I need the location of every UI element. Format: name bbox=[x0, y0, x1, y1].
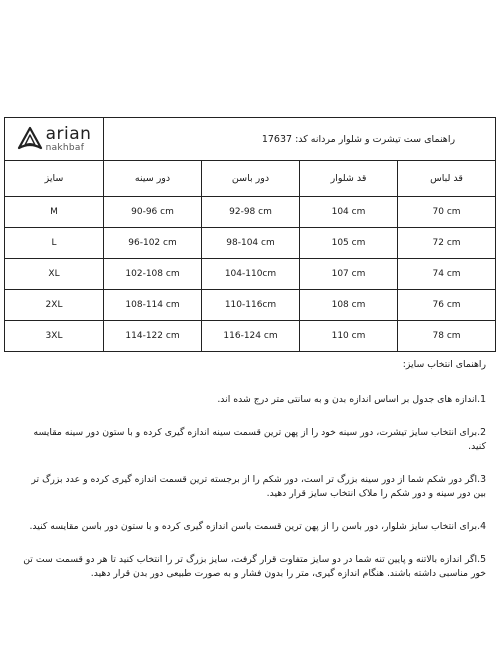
guide-title: راهنمای انتخاب سایز: bbox=[402, 359, 486, 370]
guide-item: 2.برای انتخاب سایز تیشرت، دور سینه خود را از پهن ترین قسمت سینه اندازه گیری کرده و با ستون دور سینه مقایسه کنید. bbox=[33, 427, 486, 452]
chart-title: راهنمای ست تیشرت و شلوار مردانه کد: 17637 bbox=[104, 118, 496, 161]
hip-cell: 92-98 cm bbox=[202, 197, 300, 228]
shirt-length-cell: 72 cm bbox=[398, 228, 496, 259]
title-row bbox=[5, 118, 496, 161]
pants-length-cell: 105 cm bbox=[300, 228, 398, 259]
table-row bbox=[5, 259, 496, 290]
header-row bbox=[5, 161, 496, 197]
shirt-length-cell: 70 cm bbox=[398, 197, 496, 228]
pants-length-cell: 104 cm bbox=[300, 197, 398, 228]
table-row bbox=[5, 290, 496, 321]
shirt-length-cell: 76 cm bbox=[398, 290, 496, 321]
table-row bbox=[5, 197, 496, 228]
size-chart-table bbox=[4, 117, 496, 352]
chest-cell: 90-96 cm bbox=[104, 197, 202, 228]
size-cell: XL bbox=[5, 259, 104, 290]
brand-name: arian bbox=[45, 123, 92, 144]
chest-cell: 114-122 cm bbox=[104, 321, 202, 352]
size-cell: M bbox=[5, 197, 104, 228]
guide-item: 3.اگر دور شکم شما از دور سینه بزرگ تر است، دور شکم را از برجسته ترین قسمت اندازه گیری کرده و عدد بزرگ تر بین دور سینه و دور شکم را ملاک انتخاب سایز قرار دهید. bbox=[31, 474, 486, 499]
header-shirt-length: قد لباس bbox=[398, 161, 496, 197]
shirt-length-cell: 74 cm bbox=[398, 259, 496, 290]
table-row bbox=[5, 321, 496, 352]
pants-length-cell: 110 cm bbox=[300, 321, 398, 352]
table-row bbox=[5, 228, 496, 259]
size-cell: 3XL bbox=[5, 321, 104, 352]
header-size: سایز bbox=[5, 161, 104, 197]
header-chest: دور سینه bbox=[104, 161, 202, 197]
chest-cell: 96-102 cm bbox=[104, 228, 202, 259]
hip-cell: 110-116cm bbox=[202, 290, 300, 321]
header-hip: دور باسن bbox=[202, 161, 300, 197]
size-guide bbox=[20, 358, 486, 600]
brand-mark-icon bbox=[17, 126, 43, 152]
brand-subtitle: nakhbaf bbox=[45, 142, 85, 153]
guide-item: 1.اندازه های جدول بر اساس اندازه بدن و به سانتی متر درج شده اند. bbox=[217, 394, 486, 405]
pants-length-cell: 108 cm bbox=[300, 290, 398, 321]
pants-length-cell: 107 cm bbox=[300, 259, 398, 290]
guide-item: 4.برای انتخاب سایز شلوار، دور باسن را از پهن ترین قسمت باسن اندازه گیری کرده و با ستون دور باسن مقایسه کنید. bbox=[29, 521, 486, 532]
brand-logo bbox=[5, 118, 104, 161]
header-pants-length: قد شلوار bbox=[300, 161, 398, 197]
size-cell: 2XL bbox=[5, 290, 104, 321]
chest-cell: 108-114 cm bbox=[104, 290, 202, 321]
chest-cell: 102-108 cm bbox=[104, 259, 202, 290]
hip-cell: 116-124 cm bbox=[202, 321, 300, 352]
shirt-length-cell: 78 cm bbox=[398, 321, 496, 352]
hip-cell: 104-110cm bbox=[202, 259, 300, 290]
guide-item: 5.اگر اندازه بالاتنه و پایین تنه شما در دو سایز متفاوت قرار گرفت، سایز بزرگ تر را انتخاب کنید تا هر دو قسمت ست تن خور مناسبی داشته باشند. هنگام اندازه گیری، متر را بدون فشار و به صورت طبیعی دور بدن قرار دهید. bbox=[23, 554, 486, 579]
size-cell: L bbox=[5, 228, 104, 259]
hip-cell: 98-104 cm bbox=[202, 228, 300, 259]
